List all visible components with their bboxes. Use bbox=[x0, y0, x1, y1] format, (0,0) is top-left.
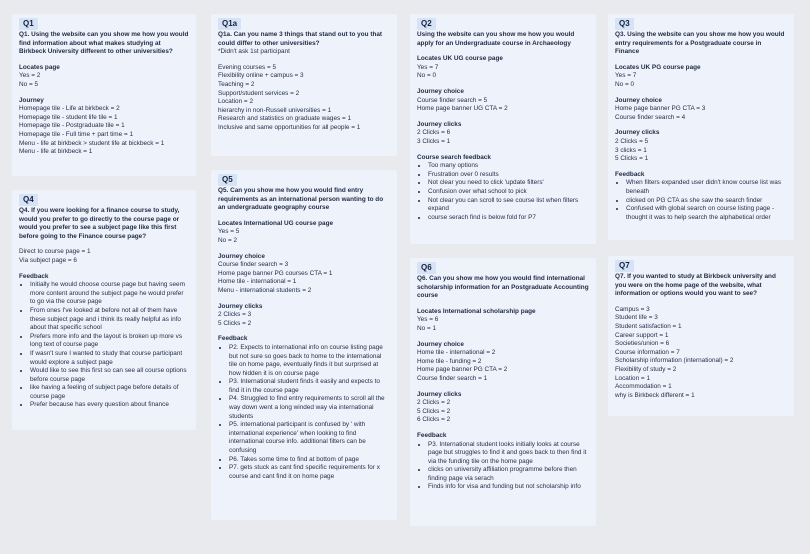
result-line: Support/student services = 2 bbox=[218, 89, 300, 97]
question-tag: Q5 bbox=[218, 174, 237, 186]
feedback-item: • Not clear you can scroll to see course list when filters expand bbox=[428, 197, 589, 214]
result-line: Menu - life at birkbeck > student life at bickbeck = 1 bbox=[19, 139, 165, 147]
feedback-item: • Confused with global search on course listing page - thought it was to help search the alphabetical order bbox=[626, 205, 787, 222]
result-line: Scholarship information (international) = 2 bbox=[615, 357, 734, 365]
section bbox=[615, 171, 787, 223]
section-title: Journey choice bbox=[417, 340, 464, 348]
section-title: Locates International UG course page bbox=[218, 219, 334, 227]
result-line: 2 Clicks = 5 bbox=[615, 137, 649, 145]
section bbox=[19, 273, 189, 411]
result-line: No = 0 bbox=[615, 80, 635, 88]
section bbox=[218, 253, 390, 296]
result-line: Student life = 3 bbox=[615, 314, 658, 322]
question-text: Q3. Using the website can you show me how you would entry requirements for a Postgraduate course in Finance bbox=[615, 31, 785, 56]
section-title: Journey bbox=[19, 96, 44, 104]
question-text: Q7. If you wanted to study at Birkbeck university and you were on the home page of the website, what information or options would you want to see? bbox=[615, 273, 776, 298]
feedback-item: • P3. International student looks initially looks at course page but struggles to find it and goes back to then find it via the funding tile on the home page bbox=[428, 441, 589, 467]
result-line: Location = 1 bbox=[615, 374, 650, 382]
result-line: 3 clicks = 1 bbox=[615, 146, 647, 154]
result-line: Via subject page = 6 bbox=[19, 256, 77, 264]
result-line: Homepage tile - Postgraduate tile = 1 bbox=[19, 122, 125, 130]
feedback-item: • like having a feeling of subject page before details of course page bbox=[30, 384, 189, 401]
result-line: No = 0 bbox=[417, 72, 437, 80]
result-line: Home tile - funding = 2 bbox=[417, 357, 482, 365]
section-title: Journey clicks bbox=[218, 302, 263, 310]
feedback-item: • P5. international participant is confused by ' with international experience' when looking to find international course info. additional filters can be confusing bbox=[229, 421, 390, 455]
feedback-item: • P4. Struggled to find entry requirements to scroll all the way down went a long winded way via international students bbox=[229, 395, 390, 421]
feedback-list bbox=[615, 179, 787, 222]
result-line: Flexibility online + campus = 3 bbox=[218, 72, 304, 80]
section bbox=[218, 335, 390, 481]
feedback-list bbox=[417, 162, 589, 222]
section-title: Journey choice bbox=[417, 87, 464, 95]
feedback-item: • P7. gets stuck as cant find specific requirements for x course and cant find it on home page bbox=[229, 464, 390, 481]
question-tag: Q4 bbox=[19, 194, 38, 206]
card-q1 bbox=[12, 14, 196, 176]
result-line: Course finder search = 1 bbox=[417, 374, 488, 382]
section bbox=[218, 64, 390, 133]
result-line: Career support = 1 bbox=[615, 331, 669, 339]
feedback-item: • From ones I've looked at before not all of them have these subject page and i think its really helpful as info about that specific school bbox=[30, 307, 189, 333]
feedback-item: • Not clear you need to click 'update filters' bbox=[428, 179, 589, 188]
result-line: Student satisfaction = 1 bbox=[615, 322, 682, 330]
question-tag: Q7 bbox=[615, 260, 634, 272]
card-q6 bbox=[410, 258, 596, 526]
result-line: Menu - international students = 2 bbox=[218, 286, 312, 294]
result-line: Homepage tile - student life tile = 1 bbox=[19, 113, 118, 121]
question-tag: Q6 bbox=[417, 262, 436, 274]
section bbox=[19, 64, 189, 90]
section bbox=[218, 220, 390, 246]
section bbox=[417, 391, 589, 425]
result-line: Yes = 5 bbox=[218, 228, 240, 236]
question-tag: Q3 bbox=[615, 18, 634, 30]
result-line: Research and statistics on graduate wages = 1 bbox=[218, 115, 352, 123]
result-line: 5 Clicks = 2 bbox=[417, 407, 451, 415]
result-line: 2 Clicks = 6 bbox=[417, 129, 451, 137]
question-text: Q5. Can you show me how you would find entry requirements as an international person wanting to do an undergraduate geography course bbox=[218, 187, 384, 212]
result-line: Yes = 7 bbox=[417, 63, 439, 71]
feedback-item: • Confusion over what school to pick bbox=[428, 188, 589, 197]
feedback-list bbox=[218, 344, 390, 482]
section bbox=[417, 88, 589, 114]
section-title: Feedback bbox=[417, 431, 447, 439]
question-text: Q1a. Can you name 3 things that stand out to you that could differ to other universities? bbox=[218, 31, 383, 47]
section-title: Feedback bbox=[615, 170, 645, 178]
section bbox=[218, 303, 390, 329]
feedback-item: • clicked on PG CTA as she saw the search finder bbox=[626, 197, 787, 206]
section bbox=[615, 129, 787, 163]
card-q1a bbox=[211, 14, 397, 156]
section-title: Locates UK PG course page bbox=[615, 63, 701, 71]
result-line: Menu - life at birkbeck = 1 bbox=[19, 148, 93, 156]
card-q4 bbox=[12, 190, 196, 430]
result-line: Course finder search = 4 bbox=[615, 113, 686, 121]
feedback-item: • Too many options bbox=[428, 162, 589, 171]
feedback-item: • course serach find is below fold for P7 bbox=[428, 214, 589, 223]
result-line: Home page banner UG CTA = 2 bbox=[417, 105, 508, 113]
result-line: Yes = 6 bbox=[417, 316, 439, 324]
result-line: hierarchy in non-Russell universities = 1 bbox=[218, 106, 332, 114]
section-title: Journey choice bbox=[218, 252, 265, 260]
question-text: Q6. Can you show me how you would find international scholarship information for an Postgraduate Accounting course bbox=[417, 275, 589, 300]
card-q2 bbox=[410, 14, 596, 244]
result-line: Homepage tile - Full time + part time = 1 bbox=[19, 130, 134, 138]
section bbox=[615, 306, 787, 401]
result-line: 2 Clicks = 2 bbox=[417, 399, 451, 407]
result-line: Campus = 3 bbox=[615, 305, 650, 313]
question-text: Q4. If you were looking for a finance course to study, would you prefer to go directly to the course page or would you prefer to see a subject page like this first before going to the Finance course page? bbox=[19, 207, 180, 240]
feedback-item: • Finds info for visa and funding but not scholarship info bbox=[428, 483, 589, 492]
question-tag: Q1a bbox=[218, 18, 241, 30]
result-line: Direct to course page = 1 bbox=[19, 248, 91, 256]
feedback-item: • Frustration over 0 results bbox=[428, 171, 589, 180]
result-line: Course information = 7 bbox=[615, 348, 680, 356]
section bbox=[417, 432, 589, 492]
result-line: No = 5 bbox=[19, 80, 39, 88]
result-line: Inclusive and same opportunities for all people = 1 bbox=[218, 123, 361, 131]
feedback-item: • P2. Expects to international info on course listing page but not sure so goes back to home to the international tile on home page, eventually finds it but surprised at how hidden it is on course page bbox=[229, 344, 390, 378]
section bbox=[615, 97, 787, 123]
result-line: Location = 2 bbox=[218, 98, 253, 106]
feedback-list bbox=[417, 441, 589, 493]
section bbox=[417, 55, 589, 81]
result-line: No = 2 bbox=[218, 236, 238, 244]
card-q5 bbox=[211, 170, 397, 520]
result-line: Home page banner PG CTA = 3 bbox=[615, 105, 706, 113]
feedback-item: • P6. Takes some time to find at bottom of page bbox=[229, 456, 390, 465]
question-tag: Q1 bbox=[19, 18, 38, 30]
feedback-item: • clicks on university affiliation programme before then finding page via serach bbox=[428, 466, 589, 483]
section bbox=[19, 248, 189, 265]
section bbox=[417, 121, 589, 147]
feedback-item: • When filters expanded user didn't know course list was beneath bbox=[626, 179, 787, 196]
result-line: 3 Clicks = 1 bbox=[417, 137, 451, 145]
result-line: Home page banner PG CTA = 2 bbox=[417, 366, 508, 374]
section-title: Locates page bbox=[19, 63, 60, 71]
section-title: Journey clicks bbox=[417, 390, 462, 398]
section-title: Feedback bbox=[19, 272, 49, 280]
result-line: Course finder search = 3 bbox=[218, 261, 289, 269]
section-title: Course search feedback bbox=[417, 153, 491, 161]
section-title: Locates International scholarship page bbox=[417, 307, 536, 315]
section bbox=[417, 308, 589, 334]
section-title: Locates UK UG course page bbox=[417, 55, 503, 63]
feedback-item: • Would like to see this first so can see all course options before course page bbox=[30, 367, 189, 384]
feedback-item: • P3. International student finds it easily and expects to find it in the course page bbox=[229, 378, 390, 395]
result-line: Course finder search = 5 bbox=[417, 96, 488, 104]
result-line: Home tile - international = 2 bbox=[417, 349, 496, 357]
section-title: Feedback bbox=[218, 335, 248, 343]
section-title: Journey clicks bbox=[615, 129, 660, 137]
feedback-list bbox=[19, 281, 189, 410]
feedback-item: • Initially he would choose course page but having seem more content around the subject page he would prefer to go via the course page bbox=[30, 281, 189, 307]
result-line: Home tile - international = 1 bbox=[218, 278, 297, 286]
result-line: Accommodation = 1 bbox=[615, 383, 672, 391]
section bbox=[19, 97, 189, 157]
question-tag: Q2 bbox=[417, 18, 436, 30]
feedback-item: • Prefer because has every question about finance bbox=[30, 401, 189, 410]
result-line: Societies/union = 6 bbox=[615, 340, 670, 348]
result-line: Evening courses = 5 bbox=[218, 63, 277, 71]
result-line: 5 Clicks = 2 bbox=[218, 319, 252, 327]
card-q3 bbox=[608, 14, 794, 240]
result-line: 2 Clicks = 3 bbox=[218, 311, 252, 319]
section bbox=[417, 154, 589, 223]
result-line: Flexibility of study = 2 bbox=[615, 365, 677, 373]
feedback-item: • Prefers more info and the layout is broken up more vs long text of course page bbox=[30, 333, 189, 350]
section-title: Journey choice bbox=[615, 96, 662, 104]
card-q7 bbox=[608, 256, 794, 416]
question-note: *Didn't ask 1st participant bbox=[218, 48, 290, 56]
section bbox=[615, 64, 787, 90]
result-line: why is Birkbeck different = 1 bbox=[615, 391, 695, 399]
result-line: 5 Clicks = 1 bbox=[615, 155, 649, 163]
section bbox=[417, 341, 589, 384]
result-line: Homepage tile - Life at birkbeck = 2 bbox=[19, 105, 120, 113]
question-text: Using the website can you show me how you would apply for an Undergraduate course in Archaeology bbox=[417, 31, 575, 47]
result-line: Yes = 2 bbox=[19, 72, 41, 80]
section-title: Journey clicks bbox=[417, 120, 462, 128]
result-line: Teaching = 2 bbox=[218, 80, 255, 88]
result-line: Yes = 7 bbox=[615, 72, 637, 80]
question-text: Q1. Using the website can you show me how you would find information about what makes studying at Birkbeck University different to other universities? bbox=[19, 31, 189, 56]
result-line: No = 1 bbox=[417, 324, 437, 332]
result-line: Home page banner PG courses CTA = 1 bbox=[218, 269, 333, 277]
result-line: 6 Clicks = 2 bbox=[417, 416, 451, 424]
feedback-item: • If wasn't sure I wanted to study that course participant would explore a subject page bbox=[30, 350, 189, 367]
